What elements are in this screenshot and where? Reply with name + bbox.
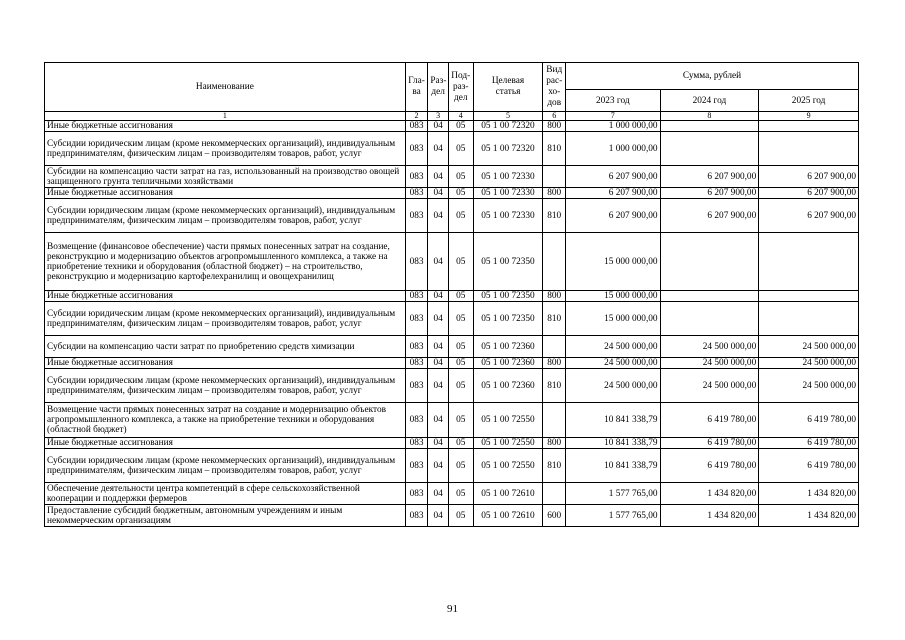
row-name: Иные бюджетные ассигнования [45,121,406,132]
header-podrazdel: Под- раз- дел [448,63,473,112]
row-name: Обеспечение деятельности центра компетенций в сфере сельскохозяйственной кооперации и поддержки фермеров [45,483,406,505]
header-target: Целевая статья [473,63,543,112]
row-vid: 800 [543,188,566,199]
header-sum: Сумма, рублей [566,63,859,90]
row-sum-2023: 10 841 338,79 [566,403,661,438]
table-row [45,199,859,233]
row-vid [543,336,566,358]
col-number: 8 [660,112,759,121]
table-row [45,449,859,483]
row-vid [543,403,566,438]
row-name: Субсидии на компенсацию части затрат на газ, использованный на производство овощей защищенного грунта тепличными хозяйствами [45,166,406,188]
table-row [45,188,859,199]
row-glava: 083 [405,233,428,291]
page-number: 91 [447,603,458,615]
table-body [45,121,859,527]
header-name: Наименование [45,63,406,112]
row-target: 05 1 00 72350 [473,291,543,302]
row-razdel: 04 [428,336,449,358]
row-name: Субсидии юридическим лицам (кроме некоммерческих организаций), индивидуальным предпринимателям, физическим лицам – производителям товаров, работ, услуг [45,449,406,483]
row-podrazdel: 05 [448,369,473,403]
row-glava: 083 [405,121,428,132]
row-sum-2025: 6 419 780,00 [759,403,859,438]
col-number: 2 [405,112,428,121]
row-sum-2025: 6 207 900,00 [759,199,859,233]
row-glava: 083 [405,449,428,483]
row-name: Иные бюджетные ассигнования [45,188,406,199]
row-podrazdel: 05 [448,483,473,505]
row-target: 05 1 00 72350 [473,302,543,336]
row-glava: 083 [405,132,428,166]
row-sum-2024: 6 207 900,00 [660,199,759,233]
row-sum-2024: 24 500 000,00 [660,336,759,358]
row-target: 05 1 00 72550 [473,403,543,438]
row-vid: 800 [543,291,566,302]
row-razdel: 04 [428,121,449,132]
row-vid: 600 [543,505,566,527]
row-podrazdel: 05 [448,403,473,438]
row-sum-2025: 24 500 000,00 [759,358,859,369]
row-sum-2024: 6 207 900,00 [660,166,759,188]
row-sum-2025 [759,291,859,302]
row-podrazdel: 05 [448,438,473,449]
header-year-2025: 2025 год [759,90,859,112]
row-podrazdel: 05 [448,336,473,358]
row-sum-2024: 24 500 000,00 [660,369,759,403]
row-podrazdel: 05 [448,121,473,132]
row-target: 05 1 00 72610 [473,483,543,505]
row-sum-2024: 1 434 820,00 [660,483,759,505]
table-row [45,336,859,358]
row-sum-2025: 6 419 780,00 [759,449,859,483]
row-sum-2023: 1 000 000,00 [566,121,661,132]
row-sum-2024: 6 419 780,00 [660,449,759,483]
row-glava: 083 [405,336,428,358]
row-target: 05 1 00 72350 [473,233,543,291]
row-glava: 083 [405,358,428,369]
row-sum-2023: 24 500 000,00 [566,336,661,358]
table-row [45,438,859,449]
row-sum-2024: 1 434 820,00 [660,505,759,527]
row-sum-2024 [660,302,759,336]
col-number: 6 [543,112,566,121]
row-sum-2025: 1 434 820,00 [759,505,859,527]
row-sum-2024 [660,291,759,302]
table-row [45,291,859,302]
row-podrazdel: 05 [448,233,473,291]
row-razdel: 04 [428,166,449,188]
col-number: 4 [448,112,473,121]
row-name: Субсидии юридическим лицам (кроме некоммерческих организаций), индивидуальным предпринимателям, физическим лицам – производителям товаров, работ, услуг [45,199,406,233]
col-number: 1 [45,112,406,121]
budget-table [44,62,859,527]
col-number: 9 [759,112,859,121]
row-sum-2025 [759,121,859,132]
header-razdel: Раз- дел [428,63,449,112]
row-sum-2025 [759,233,859,291]
row-target: 05 1 00 72550 [473,449,543,483]
row-glava: 083 [405,291,428,302]
header-glava: Гла- ва [405,63,428,112]
row-glava: 083 [405,438,428,449]
row-vid: 810 [543,449,566,483]
row-sum-2023: 15 000 000,00 [566,302,661,336]
row-podrazdel: 05 [448,505,473,527]
row-vid: 810 [543,302,566,336]
table-row [45,302,859,336]
row-sum-2024 [660,233,759,291]
row-name: Иные бюджетные ассигнования [45,438,406,449]
row-razdel: 04 [428,302,449,336]
row-name: Субсидии юридическим лицам (кроме некоммерческих организаций), индивидуальным предпринимателям, физическим лицам – производителям товаров, работ, услуг [45,369,406,403]
row-sum-2024: 6 207 900,00 [660,188,759,199]
row-razdel: 04 [428,233,449,291]
row-podrazdel: 05 [448,358,473,369]
table-row [45,121,859,132]
table-row [45,483,859,505]
row-target: 05 1 00 72360 [473,369,543,403]
row-sum-2025 [759,132,859,166]
row-sum-2023: 6 207 900,00 [566,188,661,199]
row-sum-2024 [660,121,759,132]
row-sum-2023: 15 000 000,00 [566,291,661,302]
row-razdel: 04 [428,132,449,166]
table-row [45,358,859,369]
row-target: 05 1 00 72320 [473,132,543,166]
row-sum-2024 [660,132,759,166]
row-sum-2023: 6 207 900,00 [566,199,661,233]
column-number-row [45,112,859,121]
col-number: 3 [428,112,449,121]
row-glava: 083 [405,505,428,527]
col-number: 7 [566,112,661,121]
row-sum-2025: 1 434 820,00 [759,483,859,505]
row-target: 05 1 00 72330 [473,199,543,233]
row-vid [543,233,566,291]
table-header [45,63,859,121]
row-vid: 800 [543,121,566,132]
row-name: Субсидии юридическим лицам (кроме некоммерческих организаций), индивидуальным предпринимателям, физическим лицам – производителям товаров, работ, услуг [45,302,406,336]
row-name: Субсидии на компенсацию части затрат по приобретению средств химизации [45,336,406,358]
row-name: Иные бюджетные ассигнования [45,358,406,369]
row-name: Субсидии юридическим лицам (кроме некоммерческих организаций), индивидуальным предпринимателям, физическим лицам – производителям товаров, работ, услуг [45,132,406,166]
row-sum-2025: 6 207 900,00 [759,166,859,188]
row-vid [543,166,566,188]
row-target: 05 1 00 72330 [473,166,543,188]
row-podrazdel: 05 [448,132,473,166]
header-year-2023: 2023 год [566,90,661,112]
header-year-2024: 2024 год [660,90,759,112]
row-sum-2023: 24 500 000,00 [566,369,661,403]
row-razdel: 04 [428,199,449,233]
row-vid: 800 [543,438,566,449]
row-podrazdel: 05 [448,199,473,233]
row-target: 05 1 00 72360 [473,358,543,369]
header-vid: Вид рас- хо- дов [543,63,566,112]
row-sum-2024: 24 500 000,00 [660,358,759,369]
row-podrazdel: 05 [448,449,473,483]
row-glava: 083 [405,166,428,188]
table-row [45,132,859,166]
row-sum-2023: 10 841 338,79 [566,438,661,449]
row-vid: 810 [543,199,566,233]
row-razdel: 04 [428,449,449,483]
row-sum-2023: 1 577 765,00 [566,505,661,527]
row-target: 05 1 00 72550 [473,438,543,449]
row-glava: 083 [405,403,428,438]
row-vid: 810 [543,132,566,166]
row-sum-2023: 1 000 000,00 [566,132,661,166]
row-razdel: 04 [428,188,449,199]
row-sum-2023: 10 841 338,79 [566,449,661,483]
row-razdel: 04 [428,483,449,505]
row-target: 05 1 00 72320 [473,121,543,132]
row-podrazdel: 05 [448,291,473,302]
row-name: Возмещение (финансовое обеспечение) части прямых понесенных затрат на создание, реконструкцию и модернизацию объектов агропромышленного комплекса, а также на приобретение техники и оборудования (областной бюджет) – на строительство, реконструкцию и модернизацию картофелехранилищ и овощехранилищ [45,233,406,291]
row-glava: 083 [405,199,428,233]
row-sum-2023: 1 577 765,00 [566,483,661,505]
row-razdel: 04 [428,291,449,302]
row-vid [543,483,566,505]
row-sum-2023: 15 000 000,00 [566,233,661,291]
row-podrazdel: 05 [448,166,473,188]
row-sum-2025: 24 500 000,00 [759,369,859,403]
row-sum-2025: 24 500 000,00 [759,336,859,358]
row-target: 05 1 00 72610 [473,505,543,527]
row-target: 05 1 00 72360 [473,336,543,358]
row-razdel: 04 [428,369,449,403]
row-name: Иные бюджетные ассигнования [45,291,406,302]
row-glava: 083 [405,188,428,199]
row-glava: 083 [405,483,428,505]
table-row [45,505,859,527]
row-podrazdel: 05 [448,188,473,199]
row-name: Предоставление субсидий бюджетным, автономным учреждениям и иным некоммерческим организациям [45,505,406,527]
row-target: 05 1 00 72330 [473,188,543,199]
row-razdel: 04 [428,403,449,438]
row-sum-2025: 6 207 900,00 [759,188,859,199]
table-row [45,369,859,403]
row-sum-2023: 24 500 000,00 [566,358,661,369]
row-sum-2024: 6 419 780,00 [660,438,759,449]
row-sum-2025: 6 419 780,00 [759,438,859,449]
table-row [45,403,859,438]
row-razdel: 04 [428,505,449,527]
row-sum-2024: 6 419 780,00 [660,403,759,438]
col-number: 5 [473,112,543,121]
row-vid: 810 [543,369,566,403]
row-razdel: 04 [428,358,449,369]
table-row [45,166,859,188]
row-razdel: 04 [428,438,449,449]
row-name: Возмещение части прямых понесенных затрат на создание и модернизацию объектов агропромышленного комплекса, а также на приобретение техники и оборудования (областной бюджет) [45,403,406,438]
table-row [45,233,859,291]
row-podrazdel: 05 [448,302,473,336]
row-sum-2025 [759,302,859,336]
row-vid: 800 [543,358,566,369]
row-sum-2023: 6 207 900,00 [566,166,661,188]
row-glava: 083 [405,302,428,336]
row-glava: 083 [405,369,428,403]
